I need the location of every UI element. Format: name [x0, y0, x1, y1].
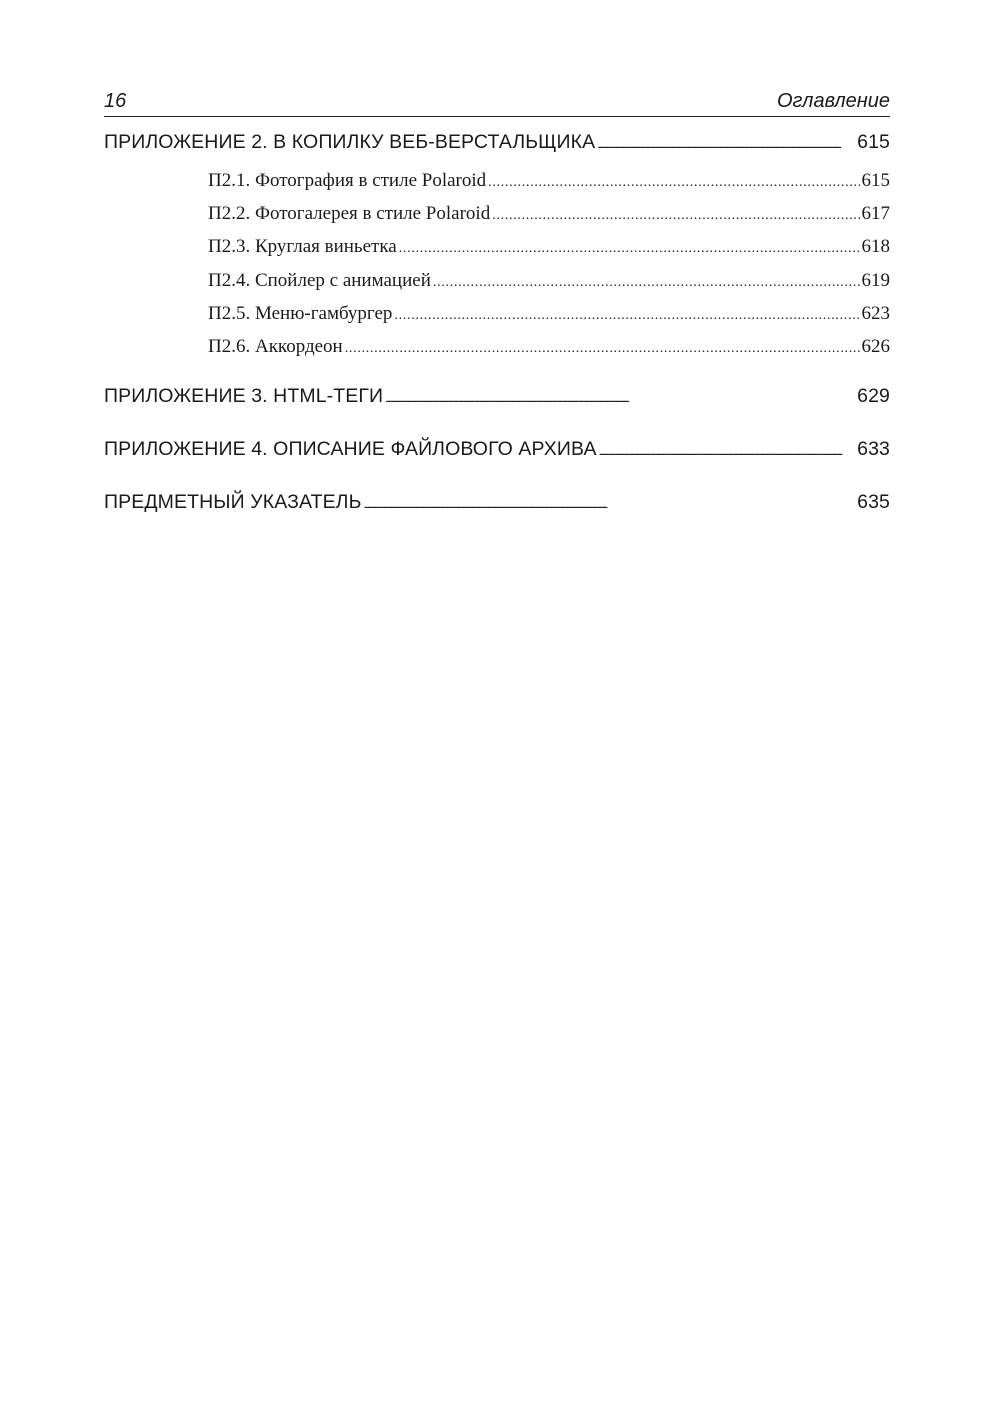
toc-entry-page: 629 — [857, 385, 890, 408]
toc-subentry-title: П2.3. Круглая виньетка — [208, 236, 397, 258]
document-page — [104, 86, 890, 514]
toc-subentry-p2-5[interactable] — [208, 297, 890, 330]
toc-entry-subject-index[interactable] — [104, 491, 890, 514]
toc-subentry-title: П2.5. Меню-гамбургер — [208, 302, 393, 324]
dot-leader — [433, 264, 860, 299]
dot-leader — [345, 330, 860, 365]
table-of-contents — [104, 131, 890, 514]
toc-subsections — [104, 164, 890, 363]
toc-entry-appendix-3[interactable] — [104, 385, 890, 408]
toc-entry-title: ПРИЛОЖЕНИЕ 2. В КОПИЛКУ ВЕБ-ВЕРСТАЛЬЩИКА — [104, 131, 596, 153]
dot-leader — [399, 230, 860, 265]
running-header — [104, 86, 890, 117]
toc-subentry-title: П2.1. Фотография в стиле Polaroid — [208, 170, 487, 191]
toc-subentry-page: 615 — [861, 170, 890, 191]
toc-subentry-p2-6[interactable] — [208, 330, 890, 363]
dot-leader — [394, 297, 859, 332]
toc-entry-page: 633 — [857, 438, 890, 461]
toc-subentry-p2-4[interactable] — [208, 264, 890, 297]
toc-subentry-title: П2.2. Фотогалерея в стиле Polaroid — [208, 203, 491, 225]
toc-subentry-page: 618 — [861, 236, 890, 258]
toc-entry-page: 615 — [857, 131, 890, 153]
dot-leader — [599, 438, 856, 461]
toc-entry-page: 635 — [857, 491, 890, 514]
dot-leader — [492, 197, 859, 232]
toc-entry-appendix-4[interactable] — [104, 438, 890, 461]
dot-leader — [363, 491, 855, 514]
toc-subentry-page: 626 — [861, 335, 890, 357]
toc-entry-title: ПРЕДМЕТНЫЙ УКАЗАТЕЛЬ — [104, 491, 362, 514]
toc-subentry-p2-3[interactable] — [208, 230, 890, 263]
toc-subentry-page: 617 — [861, 203, 890, 225]
toc-subentry-title: П2.4. Спойлер с анимацией — [208, 269, 431, 291]
toc-subentry-page: 623 — [861, 302, 890, 324]
running-header-title: Оглавление — [776, 90, 890, 112]
page-number: 16 — [104, 90, 127, 112]
toc-subentry-p2-2[interactable] — [208, 197, 890, 230]
toc-subentry-p2-1[interactable] — [208, 164, 890, 197]
toc-subentry-page: 619 — [861, 269, 890, 291]
toc-subentry-title: П2.6. Аккордеон — [208, 335, 343, 357]
dot-leader — [488, 164, 859, 199]
dot-leader — [597, 131, 855, 154]
toc-entry-appendix-2[interactable] — [104, 131, 890, 154]
toc-entry-title: ПРИЛОЖЕНИЕ 3. HTML-ТЕГИ — [104, 385, 384, 408]
toc-entry-title: ПРИЛОЖЕНИЕ 4. ОПИСАНИЕ ФАЙЛОВОГО АРХИВА — [104, 438, 597, 461]
dot-leader — [385, 385, 855, 408]
